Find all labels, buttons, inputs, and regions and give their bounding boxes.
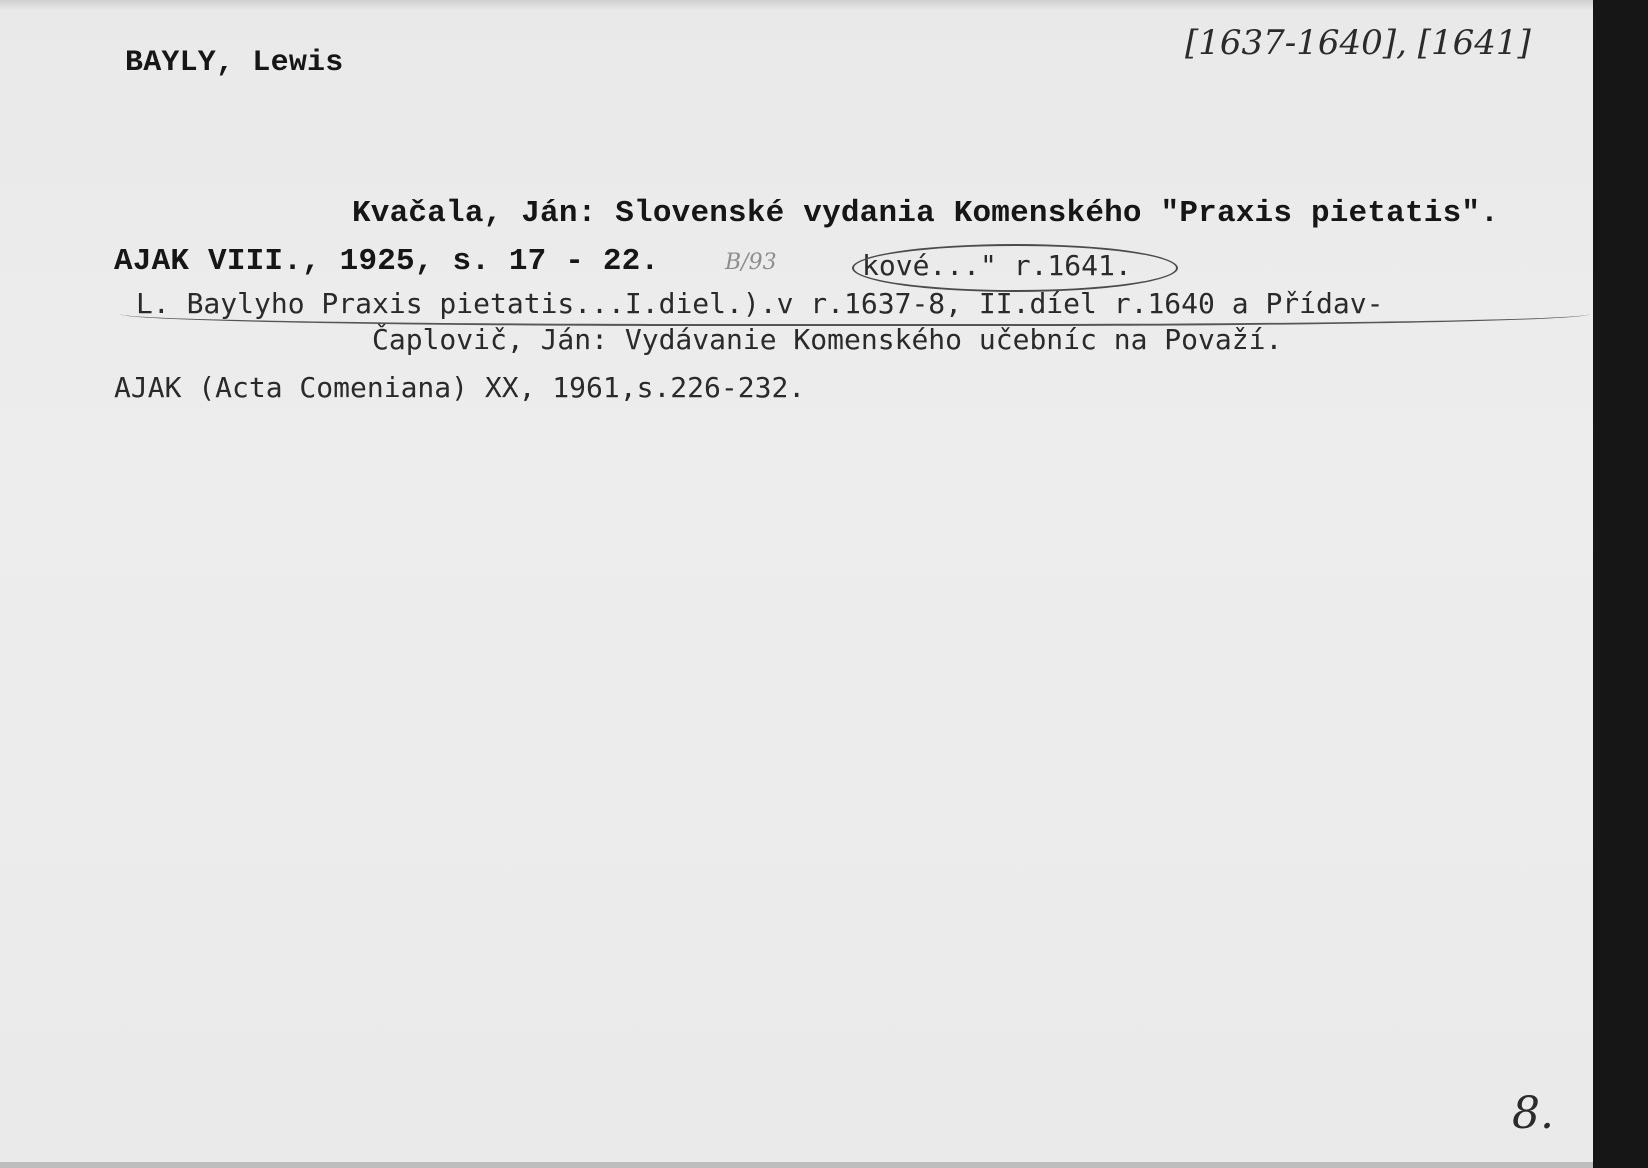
entry-2-overlay-line-1: kové..." r.1641. <box>862 249 1132 282</box>
corner-note: 8. <box>1512 1088 1554 1139</box>
entry-2-overlay-line-2: L. Baylyho Praxis pietatis...I.diel.).v r.1637-8, II.díel r.1640 a Přídav- <box>136 287 1384 320</box>
card-heading: BAYLY, Lewis <box>125 46 344 80</box>
entry-2-overlay-line-3: Čaplovič, Ján: Vydávanie Komenského učebníc na Považí. <box>372 323 1283 356</box>
pencil-bracket-mark <box>120 296 1590 326</box>
entry-3-citation: AJAK (Acta Comeniana) XX, 1961,s.226-232. <box>114 371 806 404</box>
handwritten-dates: [1637-1640], [1641] <box>1185 23 1531 63</box>
scan-edge-bottom <box>0 1162 1593 1168</box>
entry-1-source: AJAK VIII., 1925, s. 17 - 22. <box>114 244 660 279</box>
margin-note: B/93 <box>725 250 777 275</box>
pencil-circle-mark <box>852 244 1178 292</box>
entry-1-citation: Kvačala, Ján: Slovenské vydania Komenského "Praxis pietatis". <box>352 196 1499 231</box>
scan-edge-top <box>0 0 1593 10</box>
